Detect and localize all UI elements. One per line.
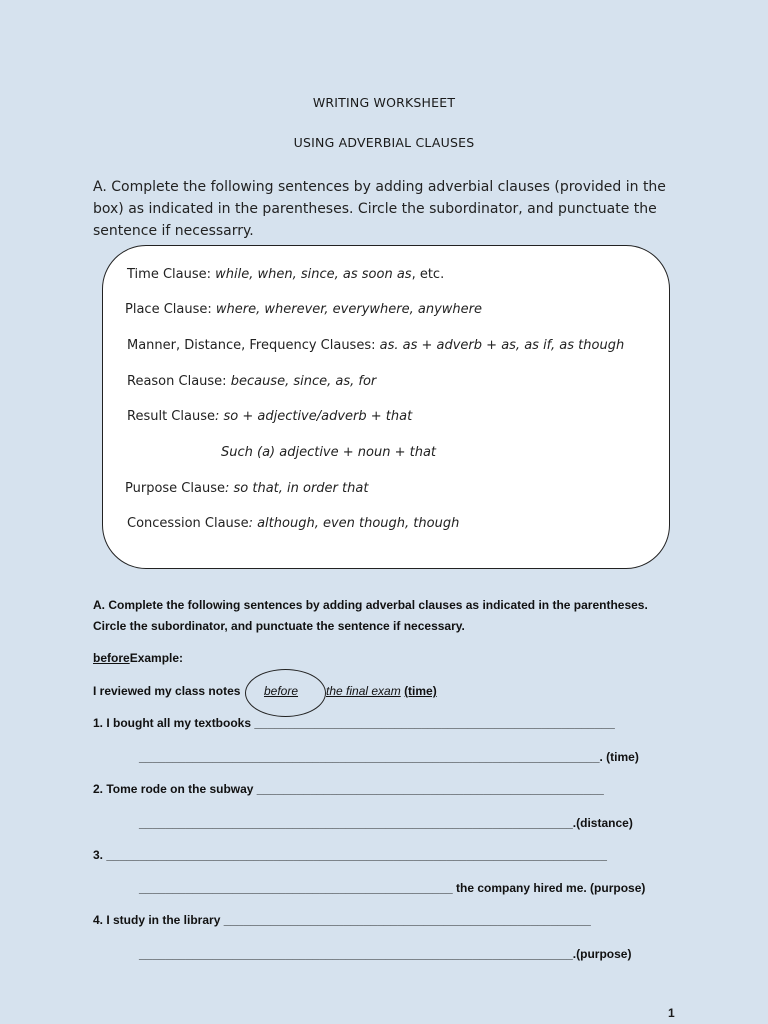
exercise-3-line2: _______________________________________________ the company hired me. (purpose) — [139, 881, 646, 895]
time-clause-row — [127, 267, 444, 282]
intro-instructions: A. Complete the following sentences by adding adverbial clauses (provided in the box) as indicated in the parentheses. Circle the subordinator, and punctuate the sentence if necessarry. — [93, 179, 666, 239]
concession-clause-items: : although, even though, though — [248, 516, 460, 531]
example-sentence-start: I reviewed my class notes — [93, 684, 241, 698]
exercise-1-line2: _____________________________________________________________________. (time) — [139, 750, 639, 764]
manner-clause-label: Manner, Distance, Frequency Clauses: — [127, 338, 380, 353]
reason-clause-label: Reason Clause: — [127, 374, 231, 389]
concession-clause-label: Concession Clause — [127, 516, 249, 531]
exercise-4-line2: _________________________________________________________________.(purpose) — [139, 947, 632, 961]
section-a-instruction-line1: A. Complete the following sentences by adding adverbal clauses as indicated in the parentheses. — [93, 598, 648, 612]
concession-clause-row — [127, 516, 459, 531]
reason-clause-row — [127, 374, 376, 389]
place-clause-row — [125, 302, 482, 317]
purpose-clause-label: Purpose Clause — [125, 481, 225, 496]
example-prefix: before — [93, 651, 130, 665]
place-clause-items: where, wherever, everywhere, anywhere — [215, 302, 482, 317]
purpose-clause-items: : so that, in order that — [224, 481, 369, 496]
page-number: 1 — [668, 1006, 675, 1020]
place-clause-label: Place Clause: — [125, 302, 216, 317]
example-tag: (time) — [404, 684, 437, 698]
worksheet-subheading: USING ADVERBIAL CLAUSES — [293, 135, 475, 150]
result-clause-label: Result Clause — [127, 409, 215, 424]
exercise-3-line1: 3. ___________________________________________________________________________ — [93, 848, 607, 862]
example-circled-word: before — [264, 684, 299, 698]
worksheet-heading: WRITING WORKSHEET — [312, 95, 456, 110]
manner-clause-row — [127, 338, 624, 353]
result-clause-row — [127, 409, 412, 424]
result-clause-items: : so + adjective/adverb + that — [214, 409, 413, 424]
clause-reference-box — [102, 245, 670, 569]
reason-clause-items: because, since, as, for — [230, 374, 377, 389]
section-a-instruction-line2: Circle the subordinator, and punctuate the sentence if necessary. — [93, 619, 465, 633]
time-clause-items: while, when, since, as soon as — [215, 267, 412, 282]
result-clause-items-2: Such (a) adjective + noun + that — [221, 445, 437, 460]
example-underlined-clause: the final exam — [326, 684, 401, 698]
result-clause-row-2 — [221, 445, 436, 460]
time-clause-label: Time Clause: — [127, 267, 216, 282]
exercise-2-line1: 2. Tome rode on the subway ____________________________________________________ — [93, 782, 604, 796]
exercise-2-line2: _________________________________________________________________.(distance) — [139, 816, 633, 830]
example-label: Example: — [129, 651, 184, 665]
example-heading — [93, 651, 183, 665]
purpose-clause-row — [125, 481, 368, 496]
example-clause — [326, 684, 437, 698]
time-clause-tail: , etc. — [411, 267, 445, 282]
manner-clause-items: as. as + adverb + as, as if, as though — [379, 338, 625, 353]
exercise-4-line1: 4. I study in the library _______________________________________________________ — [93, 913, 591, 927]
exercise-1-line1: 1. I bought all my textbooks ______________________________________________________ — [93, 716, 615, 730]
